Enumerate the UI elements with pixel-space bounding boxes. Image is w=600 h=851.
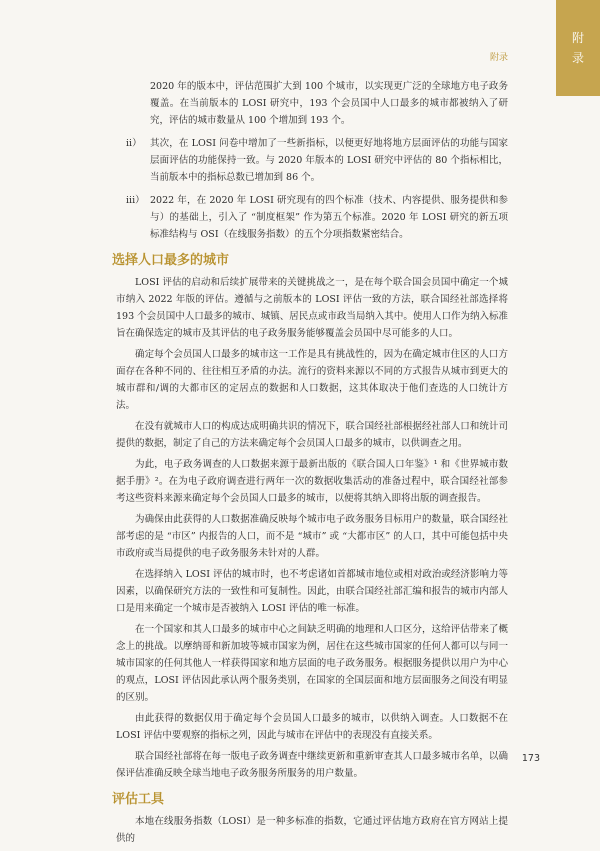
side-tab-char-1: 附	[571, 31, 584, 45]
paragraph: 确定每个会员国人口最多的城市这一工作是具有挑战性的，因为在确定城市住区的人口方面存在各种不同的、往往相互矛盾的办法。流行的资料来源以不同的方式报告从城市到更大的城市群和/调的大都市区的定居点的数据和人口数据，这其体取决于他们查选的人口统计方法。	[116, 349, 508, 411]
paragraph: 由此获得的数据仅用于确定每个会员国人口最多的城市，以供纳入调查。人口数据不在 LOSI 评估中要观察的指标之列，因此与城市在评估中的表现没有直接关系。	[116, 713, 508, 741]
paragraph: 为此，电子政务调查的人口数据来源于最新出版的《联合国人口年鉴》¹ 和《世界城市数据手册》²。在为电子政府调查进行两年一次的数据收集活动的准备过程中，联合国经社部参考这些资料来源来确定每个会员国人口最多的城市，以便将其纳入即将出版的调查报告。	[116, 459, 508, 504]
paragraph: 为确保由此获得的人口数据准确反映每个城市电子政务服务目标用户的数量，联合国经社部考虑的是 “市区” 内报告的人口，而不是 “城市” 或 “大都市区” 的人口，其中可能包括中央市政府或当局提供的电子政务服务未针对的人群。	[116, 514, 508, 559]
paragraph: 在没有就城市人口的构成达成明确共识的情况下，联合国经社部根据经社部人口和统计司提供的数据，制定了自己的方法来确定每个会员国人口最多的城市，以供调查之用。	[116, 421, 508, 449]
section-heading: 选择人口最多的城市	[112, 253, 230, 268]
list-item	[116, 135, 508, 186]
list-marker: iii）	[126, 195, 145, 206]
list-item-text: 2022 年，在 2020 年 LOSI 研究现有的四个标准（技术、内容提供、服务提供和参与）的基础上，引入了 “制度框架” 作为第五个标准。2020 年 LOSI 研究的新五项标准结构与 OSI（在线服务指数）的五个分项指数紧密结合。	[150, 195, 508, 240]
appendix-side-tab	[556, 0, 600, 96]
list-item	[116, 192, 508, 243]
section-heading: 评估工具	[112, 792, 165, 807]
page-number: 173	[521, 753, 540, 764]
paragraph: 联合国经社部将在每一版电子政务调查中继续更新和重新审查其人口最多城市名单，以确保评估准确反映全球当地电子政务服务所服务的用户数量。	[116, 751, 508, 779]
paragraph: 在选择纳入 LOSI 评估的城市时，也不考虑诸如首都城市地位或相对政治或经济影响力等因素，以确保研究方法的一致性和可复制性。因此，由联合国经社部汇编和报告的城市内部人口是用来确定一个城市是否被纳入 LOSI 评估的唯一标准。	[116, 569, 508, 614]
list-marker: ii）	[126, 138, 142, 149]
list-item-text: 其次，在 LOSI 问卷中增加了一些新指标，以便更好地将地方层面评估的功能与国家层面评估的功能保持一致。与 2020 年版本的 LOSI 研究中评估的 80 个指标相比，当前版本中的指标总数已增加到 86 个。	[150, 138, 508, 183]
paragraph: LOSI 评估的启动和后续扩展带来的关键挑战之一，是在每个联合国会员国中确定一个城市纳入 2022 年版的评估。遵循与之前版本的 LOSI 评估一致的方法，联合国经社部选择将 193 个会员国中人口最多的城市、城镇、居民点或市政当局纳入其中。使用人口作为纳入标准旨在确保选定的城市及其评估的电子政务服务能够覆盖会员国中尽可能多的人口。	[116, 277, 508, 339]
side-tab-char-2: 录	[571, 51, 584, 65]
paragraph: 本地在线服务指数（LOSI）是一种多标准的指数，它通过评估地方政府在官方网站上提供的	[116, 816, 508, 844]
paragraph: 在一个国家和其人口最多的城市中心之间缺乏明确的地理和人口区分，这给评估带来了概念上的挑战。以摩纳哥和新加坡等城市国家为例，居住在这些城市国家的任何人都可以与同一城市国家的任何其他人一样获得国家和地方层面的电子政务服务。根据服务提供以用户为中心的观点，LOSI 评估因此承认两个服务类别，在国家的全国层面和地方层面服务之间没有明显的区别。	[116, 624, 508, 703]
running-header: 附录	[489, 53, 508, 63]
intro-paragraph: 2020 年的版本中，评估范围扩大到 100 个城市，以实现更广泛的全球地方电子政务覆盖。在当前版本的 LOSI 研究中，193 个会员国中人口最多的城市都被纳入了研究，评估的城市数量从 100 个增加到 193 个。	[150, 81, 508, 126]
page-content	[112, 78, 508, 851]
